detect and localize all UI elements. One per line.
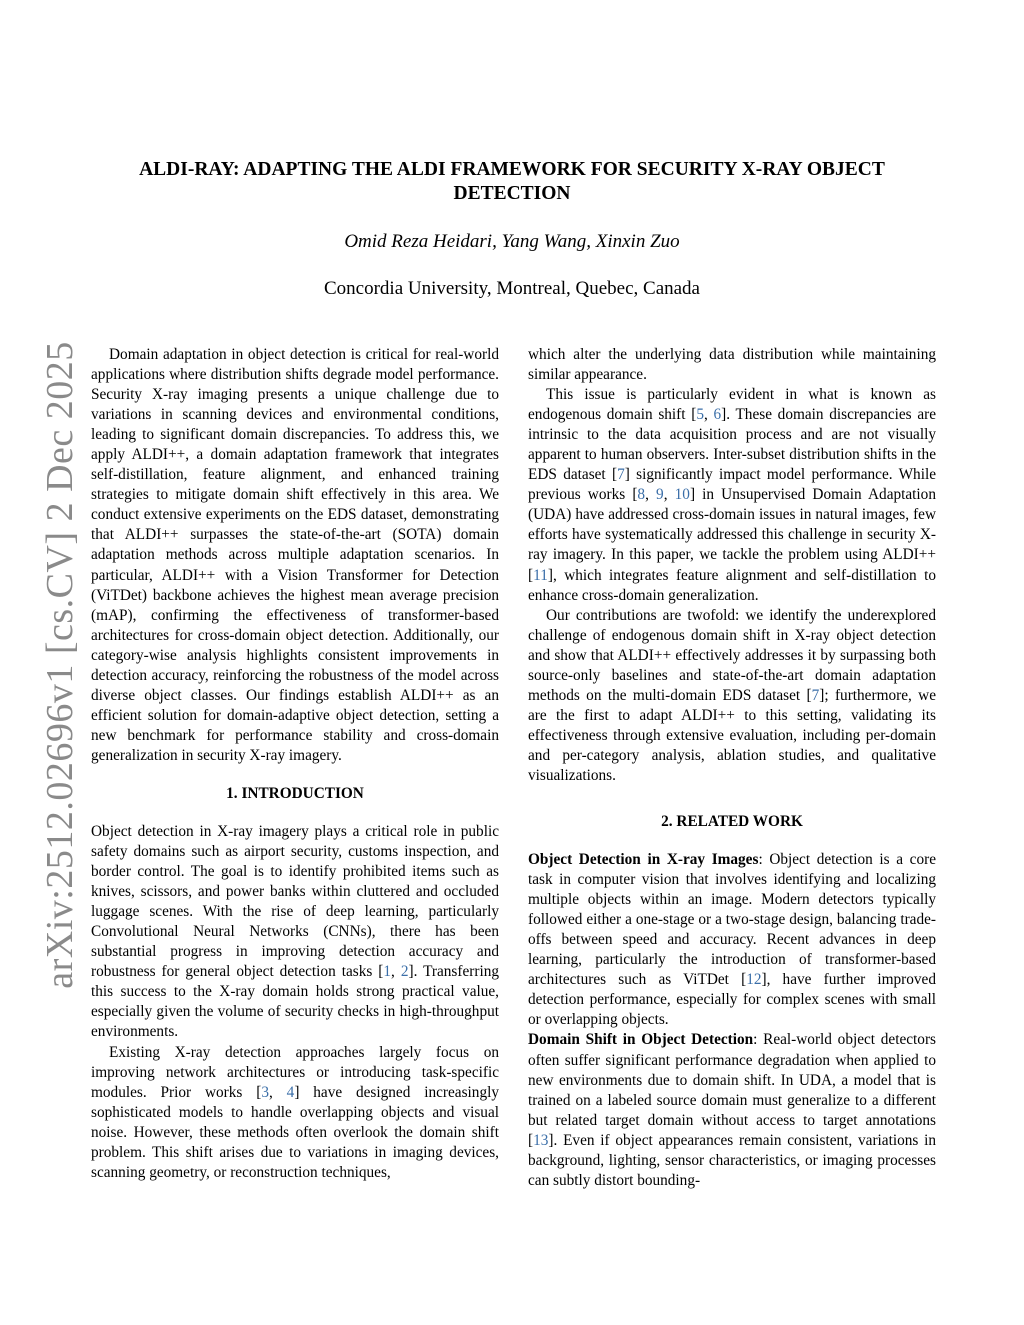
citation-link[interactable]: 9 xyxy=(656,486,664,504)
citation-link[interactable]: 4 xyxy=(286,1083,295,1101)
citation-link[interactable]: 5 xyxy=(696,406,704,424)
section-heading-introduction: 1. INTRODUCTION xyxy=(226,784,364,802)
left-column xyxy=(91,345,499,1183)
citation-link[interactable]: 3 xyxy=(261,1083,269,1101)
related-paragraph-2: Domain Shift in Object Detection: Real-world object detectors often suffer significant performance degradation when applied to new environments due to domain shift. In UDA, a model that is trained on a labeled source domain must generalize to a different but related target domain without access to target annotations [13]. Even if object appearances remain consistent, variations in background, lighting, sensor characteristics, or imaging processes can subtly distort bounding- xyxy=(528,1031,936,1189)
section-heading-related-work: 2. RELATED WORK xyxy=(661,813,803,831)
arxiv-identifier: arXiv:2512.02696v1 [cs.CV] 2 Dec 2025 xyxy=(39,341,81,989)
intro-paragraph-2-tail: which alter the underlying data distribution while maintaining similar appearance. xyxy=(528,346,936,384)
intro-paragraph-3: This issue is particularly evident in what is known as endogenous domain shift [5, 6]. These domain discrepancies are intrinsic to the data acquisition process and are not visually apparent to human observers. Inter-subset distribution shifts in the EDS dataset [7] significantly impact model performance. While previous works [8, 9, 10] in Unsupervised Domain Adaptation (UDA) have addressed cross-domain issues in natural images, few efforts have systematically addressed this challenge in security X-ray imagery. In this paper, we tackle the problem using ALDI++ [11], which integrates feature alignment and self-distillation to enhance cross-domain generalization. xyxy=(528,386,936,604)
author-list: Omid Reza Heidari, Yang Wang, Xinxin Zuo xyxy=(344,231,680,252)
related-paragraph-1: Object Detection in X-ray Images: Object detection is a core task in computer vision that involves identifying and localizing multiple objects within an image. Modern detectors typically followed either a one-stage or a two-stage design, balancing trade-offs between speed and accuracy. Recent advances in deep learning, particularly the introduction of transformer-based architectures such as ViTDet [12], have further improved detection performance, especially for complex scenes with small or overlapping objects. xyxy=(528,851,936,1029)
citation-link[interactable]: 7 xyxy=(617,466,625,484)
paper-title: ALDI-RAY: ADAPTING THE ALDI FRAMEWORK FOR SECURITY X-RAY OBJECT DETECTION xyxy=(139,159,885,204)
intro-paragraph-4: Our contributions are twofold: we identify the underexplored challenge of endogenous domain shift in X-ray object detection and show that ALDI++ effectively addresses it by surpassing both source-only baselines and state-of-the-art domain adaptation methods on the multi-domain EDS dataset [7]; furthermore, we are the first to adapt ALDI++ to this setting, validating its effectiveness through extensive evaluation, including per-domain and per-category analysis, ablation studies, and qualitative visualizations. xyxy=(528,606,936,784)
citation-link[interactable]: 6 xyxy=(713,406,722,424)
intro-paragraph-2-continuation xyxy=(528,345,936,385)
paragraph-label: Domain Shift in Object Detection xyxy=(528,1031,754,1049)
paragraph-label: Object Detection in X-ray Images xyxy=(528,851,759,869)
citation-link[interactable]: 13 xyxy=(533,1131,549,1149)
right-column xyxy=(528,345,936,1191)
abstract: Domain adaptation in object detection is critical for real-world applications where distribution shifts degrade model performance. Security X-ray imaging presents a unique challenge due to variations in scanning devices and environmental conditions, leading to significant domain discrepancies. To address this, we apply ALDI++, a domain adaptation framework that integrates self-distillation, feature alignment, and enhanced training strategies to mitigate domain shift effectively in this area. We conduct extensive experiments on the EDS dataset, demonstrating that ALDI++ surpasses the state-of-the-art (SOTA) domain adaptation methods across multiple adaptation scenarios. In particular, ALDI++ with a Vision Transformer for Detection (ViTDet) backbone achieves the highest mean average precision (mAP), confirming the effectiveness of transformer-based architectures for cross-domain object detection. Additionally, our category-wise analysis highlights consistent improvements in detection accuracy, reinforcing the robustness of the model across diverse object classes. Our findings establish ALDI++ as an efficient solution for domain-adaptive object detection, setting a new benchmark for performance stability and cross-domain generalization in security X-ray imagery. xyxy=(91,346,499,764)
citation-link[interactable]: 7 xyxy=(811,686,820,704)
citation-link[interactable]: 8 xyxy=(637,486,646,504)
intro-paragraph-1: Object detection in X-ray imagery plays a critical role in public safety domains such as airport security, customs inspection, and border control. The goal is to identify prohibited items such as knives, scissors, and power banks within cluttered and occluded luggage scenes. With the rise of deep learning, particularly Convolutional Neural Networks (CNNs), there has been substantial progress in improving detection accuracy and robustness for general object detection tasks [1, 2]. Transferring this success to the X-ray domain holds strong practical value, especially given the volume of security checks in high-throughput environments. xyxy=(91,822,499,1041)
citation-link[interactable]: 10 xyxy=(674,486,690,504)
citation-link[interactable]: 12 xyxy=(746,971,762,989)
citation-link[interactable]: 11 xyxy=(533,566,548,584)
arxiv-identifier-strip xyxy=(36,341,84,989)
citation-link[interactable]: 1 xyxy=(383,963,392,981)
citation-link[interactable]: 2 xyxy=(400,963,409,981)
intro-paragraph-2: Existing X-ray detection approaches largely focus on improving network architectures or introducing task-specific modules. Prior works [3, 4] have designed increasingly sophisticated models to handle overlapping objects and visual noise. However, these methods often overlook the domain shift problem. This shift arises due to variations in imaging devices, scanning geometry, or reconstruction techniques, xyxy=(91,1043,499,1181)
affiliation: Concordia University, Montreal, Quebec, Canada xyxy=(323,278,700,299)
